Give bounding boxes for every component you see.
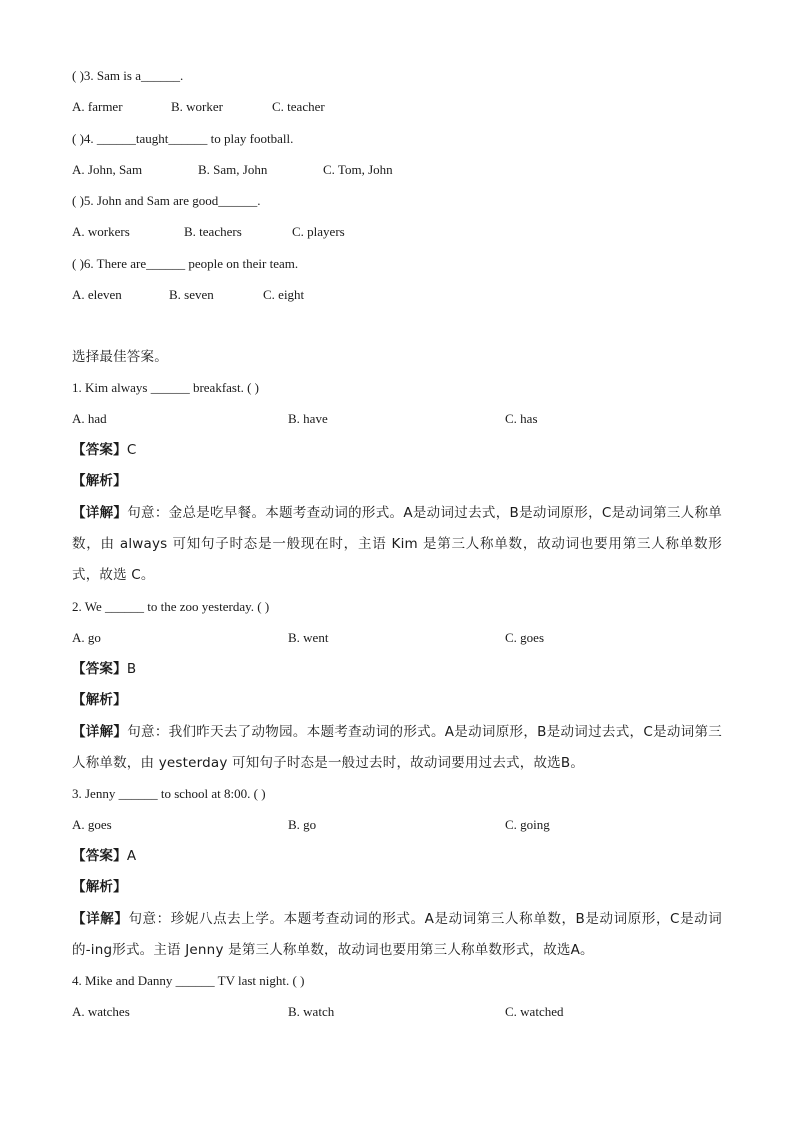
- option-a: A. John, Sam: [72, 162, 143, 177]
- question-5-options: [72, 224, 732, 240]
- section-title: 选择最佳答案。: [72, 349, 168, 365]
- question-6-stem: ( )6. There are______ people on their team.: [72, 256, 299, 271]
- answer-value: C: [126, 442, 137, 458]
- item-3-options: [72, 817, 732, 833]
- option-c: C. goes: [505, 630, 544, 645]
- option-b: B. watch: [288, 1004, 335, 1019]
- option-c: C. teacher: [272, 99, 325, 114]
- option-b: B. Sam, John: [198, 162, 268, 177]
- item-2-stem: 2. We ______ to the zoo yesterday. ( ): [72, 599, 270, 614]
- option-b: B. go: [288, 817, 317, 832]
- detail-label: 【详解】: [72, 724, 128, 740]
- option-a: A. go: [72, 630, 101, 645]
- option-a: A. farmer: [72, 99, 123, 114]
- item-1-detail: [72, 498, 722, 591]
- answer-label: 【答案】: [72, 661, 127, 677]
- answer-value: B: [126, 661, 137, 677]
- option-c: C. going: [505, 817, 550, 832]
- detail-text: 句意：金总是吃早餐。本题考查动词的形式。A是动词过去式，B是动词原形，C是动词第三人称单数，由 always 可知句子时态是一般现在时，主语 Kim 是第三人称单数，故动词也要用第三人称单数形式，故选 C。: [72, 505, 722, 583]
- item-3-stem: 3. Jenny ______ to school at 8:00. ( ): [72, 786, 266, 801]
- detail-label: 【详解】: [72, 911, 129, 927]
- item-3-answer: [72, 848, 136, 864]
- option-a: A. eleven: [72, 287, 122, 302]
- item-3-detail: [72, 904, 722, 966]
- question-3-stem: ( )3. Sam is a______.: [72, 68, 184, 83]
- question-4-stem: ( )4. ______taught______ to play football.: [72, 131, 294, 146]
- option-c: C. eight: [263, 287, 305, 302]
- option-b: B. worker: [171, 99, 223, 114]
- item-1-analysis-label: 【解析】: [72, 473, 127, 489]
- item-1-answer: [72, 442, 136, 458]
- item-4-stem: 4. Mike and Danny ______ TV last night. ( ): [72, 973, 305, 988]
- item-2-detail: [72, 717, 722, 779]
- option-c: C. players: [292, 224, 345, 239]
- item-4-options: [72, 1004, 732, 1020]
- option-a: A. watches: [72, 1004, 130, 1019]
- option-b: B. seven: [169, 287, 214, 302]
- answer-value: A: [126, 848, 137, 864]
- detail-text: 句意：我们昨天去了动物园。本题考查动词的形式。A是动词原形，B是动词过去式，C是动词第三人称单数，由 yesterday 可知句子时态是一般过去时，故动词要用过去式，故选B。: [72, 724, 722, 771]
- option-a: A. goes: [72, 817, 112, 832]
- option-b: B. went: [288, 630, 329, 645]
- item-1-options: [72, 411, 732, 427]
- question-4-options: [72, 162, 732, 178]
- option-a: A. workers: [72, 224, 130, 239]
- item-1-stem: 1. Kim always ______ breakfast. ( ): [72, 380, 260, 395]
- question-6-options: [72, 287, 732, 303]
- answer-label: 【答案】: [72, 848, 127, 864]
- detail-label: 【详解】: [72, 505, 128, 521]
- item-3-analysis-label: 【解析】: [72, 879, 127, 895]
- question-5-stem: ( )5. John and Sam are good______.: [72, 193, 261, 208]
- option-a: A. had: [72, 411, 107, 426]
- option-c: C. watched: [505, 1004, 564, 1019]
- item-2-options: [72, 630, 732, 646]
- item-2-answer: [72, 661, 136, 677]
- option-b: B. have: [288, 411, 328, 426]
- answer-label: 【答案】: [72, 442, 127, 458]
- question-3-options: [72, 99, 732, 115]
- detail-text: 句意：珍妮八点去上学。本题考查动词的形式。A是动词第三人称单数，B是动词原形，C是动词的-ing形式。主语 Jenny 是第三人称单数，故动词也要用第三人称单数形式，故选A。: [72, 911, 722, 958]
- option-c: C. has: [505, 411, 538, 426]
- item-2-analysis-label: 【解析】: [72, 692, 127, 708]
- option-b: B. teachers: [184, 224, 242, 239]
- option-c: C. Tom, John: [323, 162, 393, 177]
